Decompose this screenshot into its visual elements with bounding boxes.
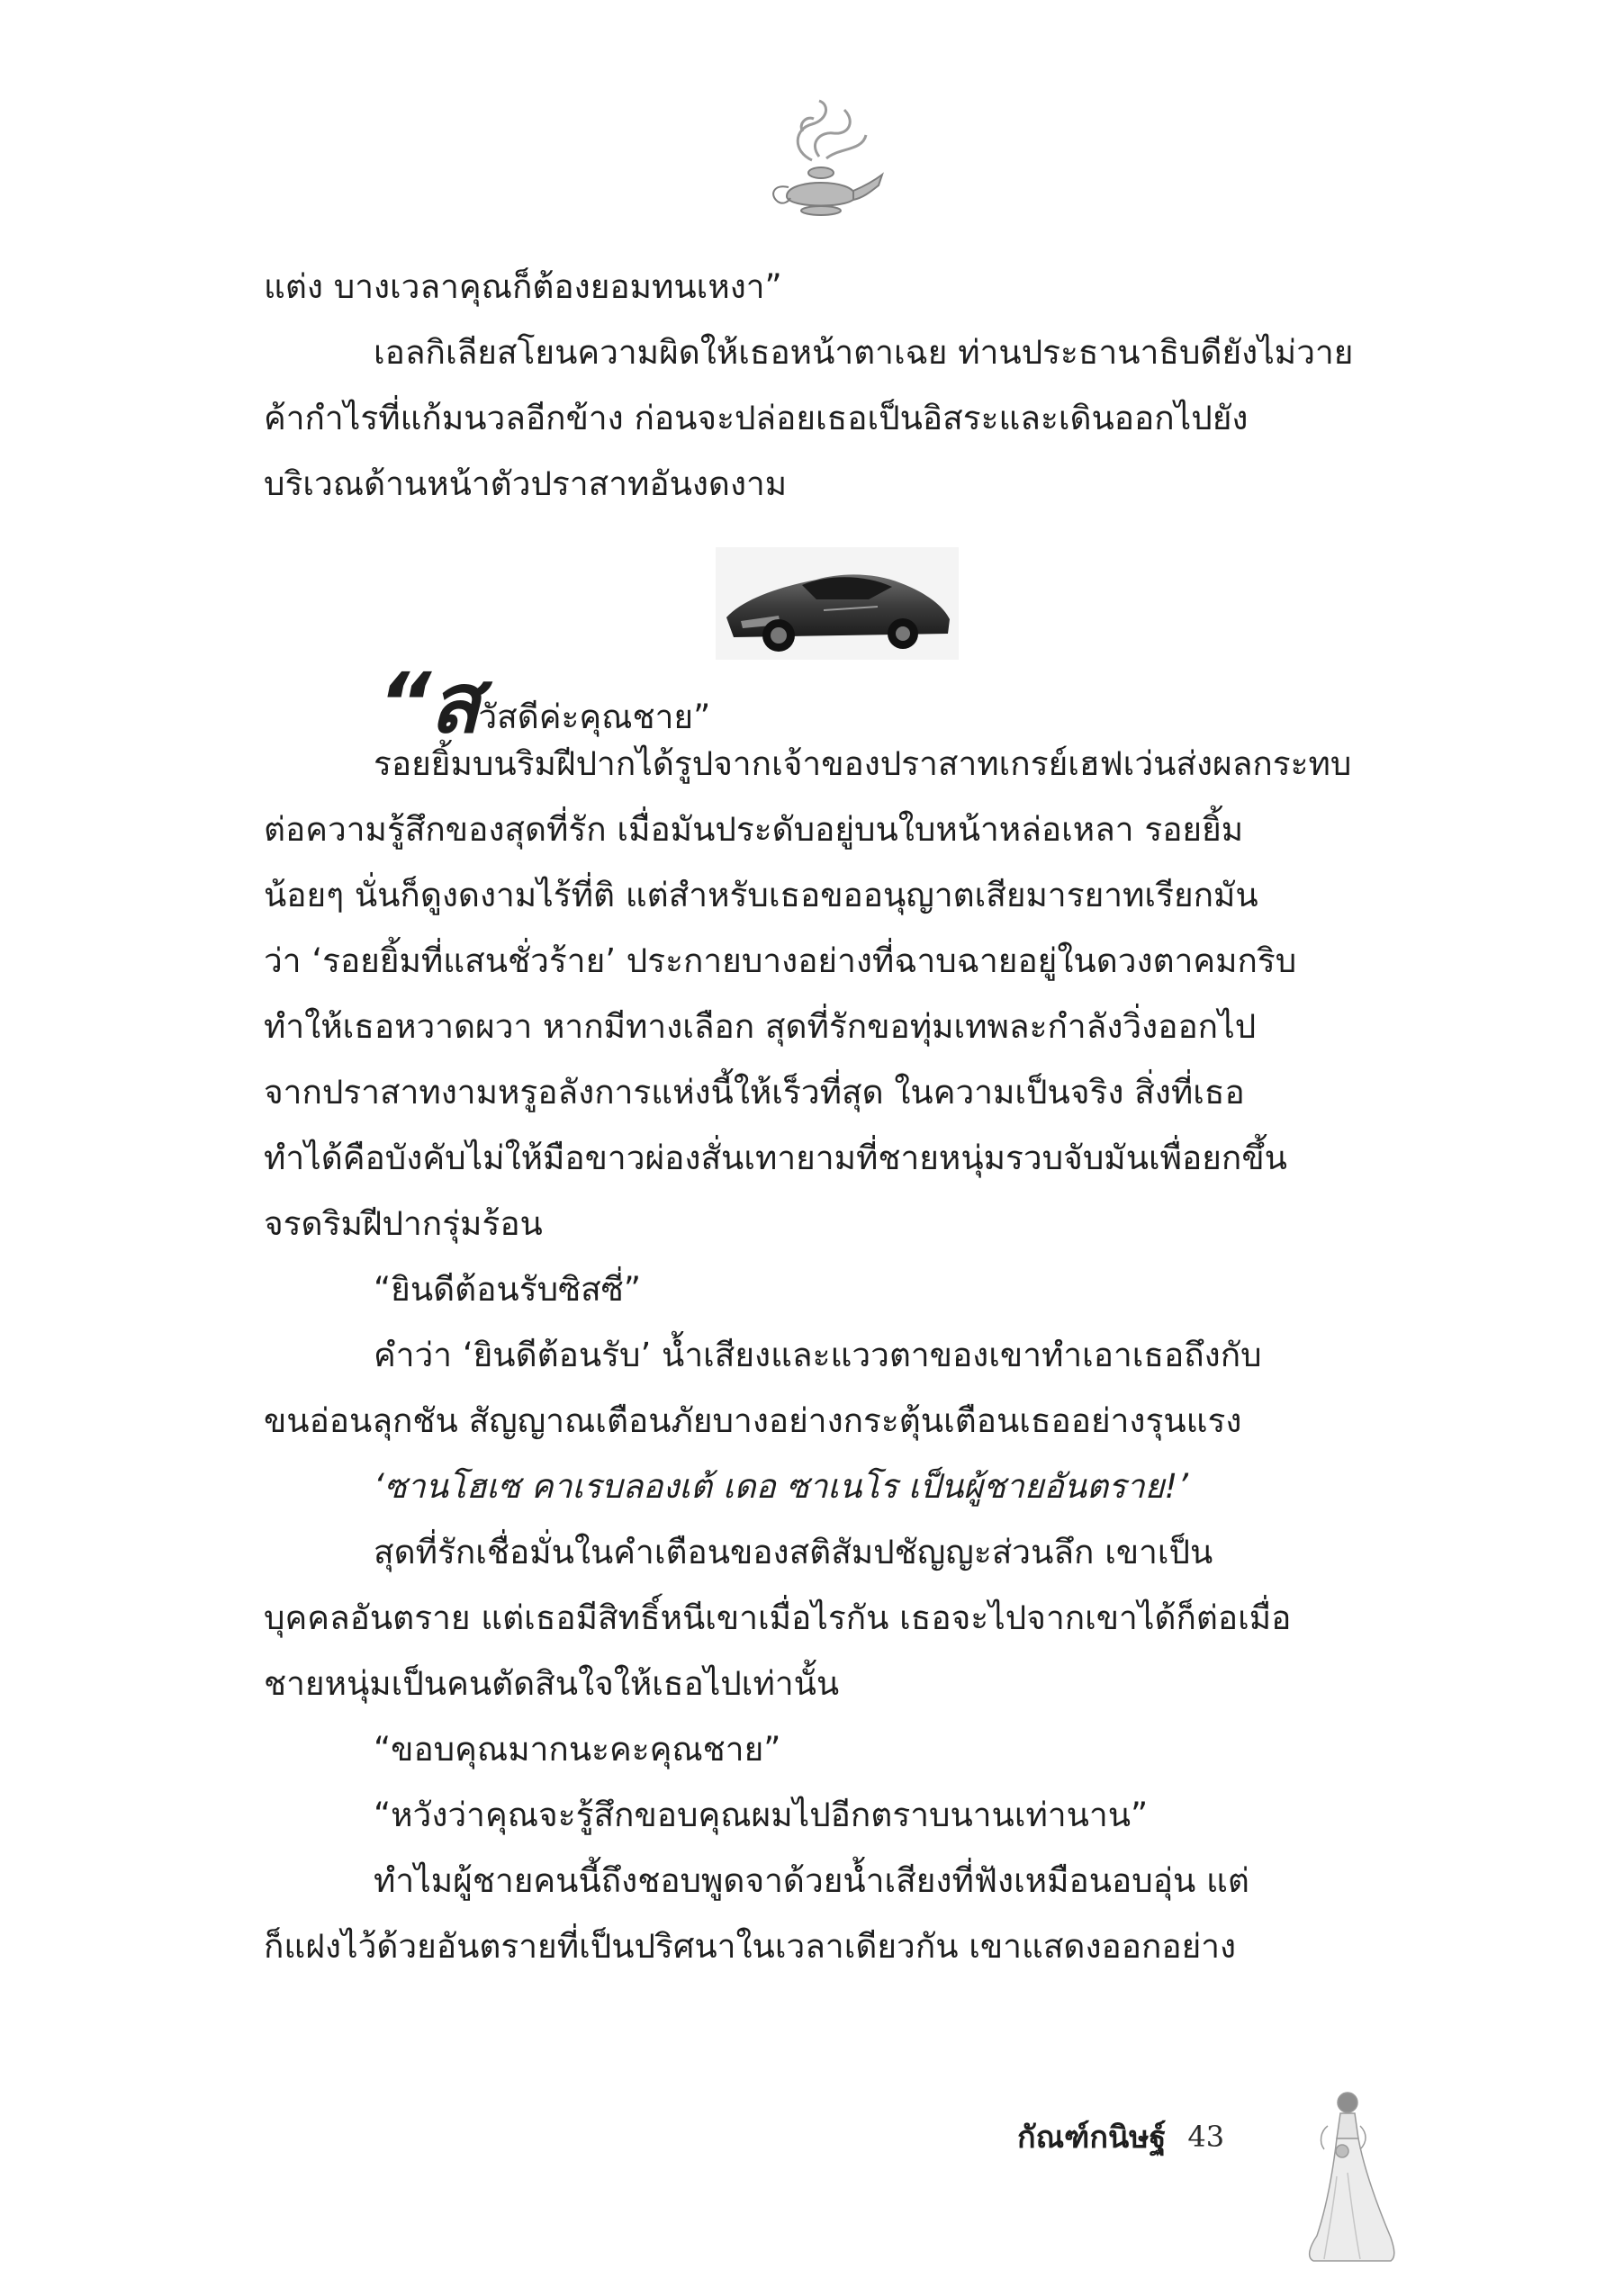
text-line: ต่อความรู้สึกของสุดที่รัก เมื่อมันประดับอยู่บนใบหน้าหล่อเหลา รอยยิ้ม — [264, 810, 1244, 849]
body-paragraphs — [264, 731, 1398, 1979]
text-line: ว่า ‘รอยยิ้มที่แสนชั่วร้าย’ ประกายบางอย่างที่ฉาบฉายอยู่ในดวงตาคมกริบ — [264, 941, 1297, 980]
text-line: ทำไมผู้ชายคนนี้ถึงชอบพูดจาด้วยน้ำเสียงที่ฟังเหมือนอบอุ่น แต่ — [374, 1861, 1249, 1900]
drop-cap: “ส — [378, 655, 479, 752]
text-line: ทำให้เธอหวาดผวา หากมีทางเลือก สุดที่รักขอทุ่มเทพละกำลังวิ่งออกไป — [264, 1007, 1257, 1046]
text-line: น้อยๆ นั่นก็ดูงดงามไร้ที่ติ แต่สำหรับเธอขออนุญาตเสียมารยาทเรียกมัน — [264, 876, 1258, 914]
text-line: ขนอ่อนลุกชัน สัญญาณเตือนภัยบางอย่างกระตุ้นเตือนเธออย่างรุนแรง — [264, 1401, 1242, 1440]
text-line: ทำได้คือบังคับไม่ให้มือขาวผ่องสั่นเทายามที่ชายหนุ่มรวบจับมันเพื่อยกขึ้น — [264, 1139, 1287, 1177]
bride-illustration — [1301, 2086, 1400, 2266]
text-line: แต่ง บางเวลาคุณก็ต้องยอมทนเหงา” — [264, 267, 782, 306]
author-name: กัณฑ์กนิษฐ์ — [1017, 2120, 1167, 2156]
text-line: รอยยิ้มบนริมฝีปากได้รูปจากเจ้าของปราสาทเกรย์เฮฟเว่นส่งผลกระทบ — [374, 744, 1352, 783]
text-line: เอลกิเลียสโยนความผิดให้เธอหน้าตาเฉย ท่านประธานาธิบดียังไม่วาย — [374, 333, 1354, 372]
text-line: ค้ากำไรที่แก้มนวลอีกข้าง ก่อนจะปล่อยเธอเป็นอิสระและเดินออกไปยัง — [264, 399, 1249, 437]
page-number: 43 — [1187, 2120, 1225, 2154]
dialogue-line: “หวังว่าคุณจะรู้สึกขอบคุณผมไปอีกตราบนานเท่านาน” — [374, 1796, 1149, 1834]
drop-cap-continuation: วัสดีค่ะคุณชาย” — [478, 698, 711, 736]
text-line: สุดที่รักเชื่อมั่นในคำเตือนของสติสัมปชัญญะส่วนลึก เขาเป็น — [374, 1533, 1213, 1571]
opening-paragraph — [264, 254, 1398, 517]
text-line: ชายหนุ่มเป็นคนตัดสินใจให้เธอไปเท่านั้น — [264, 1664, 840, 1703]
dialogue-line: “ขอบคุณมากนะคะคุณชาย” — [374, 1730, 781, 1769]
sports-car-illustration — [716, 547, 959, 660]
text-line: จรดริมฝีปากรุ่มร้อน — [264, 1204, 543, 1243]
text-line: จากปราสาทงามหรูอลังการแห่งนี้ให้เร็วที่สุด ในความเป็นจริง สิ่งที่เธอ — [264, 1073, 1245, 1112]
text-line: บุคคลอันตราย แต่เธอมีสิทธิ์หนีเขาเมื่อไรกัน เธอจะไปจากเขาได้ก็ต่อเมื่อ — [264, 1598, 1292, 1637]
text-line: ก็แฝงไว้ด้วยอันตรายที่เป็นปริศนาในเวลาเดียวกัน เขาแสดงออกอย่าง — [264, 1927, 1237, 1966]
magic-lamp-icon — [756, 97, 887, 228]
text-line: บริเวณด้านหน้าตัวปราสาทอันงดงาม — [264, 464, 788, 503]
dialogue-line: “ยินดีต้อนรับซิสซี่” — [374, 1270, 642, 1309]
page-footer — [1017, 2113, 1224, 2160]
thought-line: ‘ซานโฮเซ คาเรบลองเต้ เดอ ซาเนโร เป็นผู้ชายอันตราย!’ — [374, 1467, 1188, 1506]
text-line: คำว่า ‘ยินดีต้อนรับ’ น้ำเสียงและแววตาของเขาทำเอาเธอถึงกับ — [374, 1336, 1262, 1374]
